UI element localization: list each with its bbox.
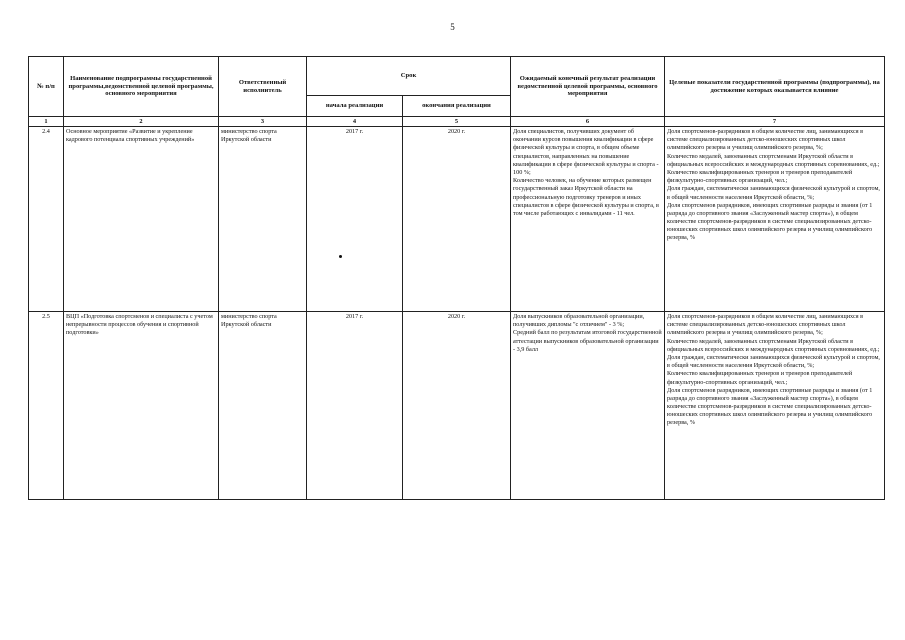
indicator-item: Количество медалей, завоеванных спортсменами Иркутской области в официальных всероссийских и международных спортивных соревнованиях, ед.;	[667, 337, 880, 353]
header-row	[29, 57, 885, 96]
indicator-item: Доля спортсменов-разрядников в общем количестве лиц, занимающихся в системе специализированных детско-юношеских спортивных школ олимпийского резерва и училищ олимпийского резерва, %;	[667, 313, 864, 337]
header-term-end: окончания реализации	[403, 96, 511, 117]
row-executor: министерство спорта Иркутской области	[219, 312, 307, 500]
row-number: 2.5	[29, 312, 64, 500]
column-number: 7	[665, 117, 885, 127]
row-results	[511, 127, 665, 312]
page-number: 5	[450, 22, 455, 32]
indicator-item: Доля спортсменов разрядников, имеющих спортивные разряды и звания (от 1 разряда до спортивного звания «Заслуженный мастер спорта»), в общем количестве спортсменов-разрядников в системе специализированных детско-юношеских спортивных школ олимпийского резерва и училищ олимпийского резерва, %	[667, 201, 873, 242]
indicator-item: Доля спортсменов-разрядников в общем количестве лиц, занимающихся в системе специализированных детско-юношеских спортивных школ олимпийского резерва и училищ олимпийского резерва, %;	[667, 128, 864, 152]
row-start-date: 2017 г.	[307, 312, 403, 500]
column-number: 6	[511, 117, 665, 127]
indicator-item: Доля граждан, систематически занимающихся физической культурой и спортом, в общей численности населения Иркутской области, %;	[667, 353, 880, 370]
column-number: 1	[29, 117, 64, 127]
indicator-item: Количество квалифицированных тренеров и тренеров преподавателей физкультурно-спортивных организаций, чел.;	[667, 370, 853, 386]
indicator-item: Количество квалифицированных тренеров и тренеров преподавателей физкультурно-спортивных организаций, чел.;	[667, 168, 853, 185]
row-executor: министерство спорта Иркутской области	[219, 127, 307, 312]
indicator-item: Доля спортсменов разрядников, имеющих спортивные разряды и звания (от 1 разряда до спортивного звания «Заслуженный мастер спорта»), в общем количестве спортсменов-разрядников в системе специализированных детско-юношеских спортивных школ олимпийского резерва и училищ олимпийского резерва, %	[667, 386, 873, 427]
row-indicators	[665, 127, 885, 312]
column-number: 3	[219, 117, 307, 127]
scan-speck	[339, 255, 342, 258]
row-results	[511, 312, 665, 500]
header-indicators: Целевые показатели государственной программы (подпрограммы), на достижение которых оказывается влияние	[665, 57, 885, 117]
row-name: ВЦП «Подготовка спортсменов и специалиста с учетом непрерывности процессов обучения и спортивной подготовки»	[64, 312, 219, 500]
header-term-start: начала реализации	[307, 96, 403, 117]
result-item: Доля выпускников образовательной организации, получивших дипломы "с отличием" - 3 %;	[513, 313, 645, 329]
column-number: 2	[64, 117, 219, 127]
result-item: Средний балл по результатам итоговой государственной аттестации выпускников образовательной организации - 3,9 балл	[513, 329, 662, 353]
indicator-item: Количество медалей, завоеванных спортсменами Иркутской области в официальных всероссийских и международных спортивных соревнованиях, ед.;	[667, 152, 880, 168]
table-row	[29, 312, 885, 500]
header-num: № п/п	[29, 57, 64, 117]
column-number-row	[29, 117, 885, 127]
row-indicators	[665, 312, 885, 500]
row-end-date: 2020 г.	[403, 312, 511, 500]
row-start-date: 2017 г.	[307, 127, 403, 312]
column-number: 5	[403, 117, 511, 127]
indicator-item: Доля граждан, систематически занимающихся физической культурой и спортом, в общей численности населения Иркутской области, %;	[667, 185, 880, 201]
table-row	[29, 127, 885, 312]
header-executor: Ответственный исполнитель	[219, 57, 307, 117]
row-name: Основное мероприятие «Развитие и укрепление кадрового потенциала спортивных учреждений»	[64, 127, 219, 312]
row-number: 2.4	[29, 127, 64, 312]
result-item: Количество человек, на обучение которых размещен государственный заказ Иркутской области на профессиональную подготовку тренеров и иных специалистов в сфере физической культуры и спорта, в том числе работающих с инвалидами - 11 чел.	[513, 177, 659, 217]
program-table	[28, 56, 885, 500]
result-item: Доля специалистов, получивших документ об окончании курсов повышения квалификации в сфере физической культуры и спорта, в общем объеме специалистов, направленных на повышение квалификации в сфере физической культуры и спорта - 100 %;	[513, 128, 659, 176]
header-name: Наименование подпрограммы государственной программы,ведомственной целевой программы, основного мероприятия	[64, 57, 219, 117]
header-result: Ожидаемый конечный результат реализации ведомственной целевой программы, основного мероприятия	[511, 57, 665, 117]
column-number: 4	[307, 117, 403, 127]
row-end-date: 2020 г.	[403, 127, 511, 312]
header-term: Срок	[307, 57, 511, 96]
